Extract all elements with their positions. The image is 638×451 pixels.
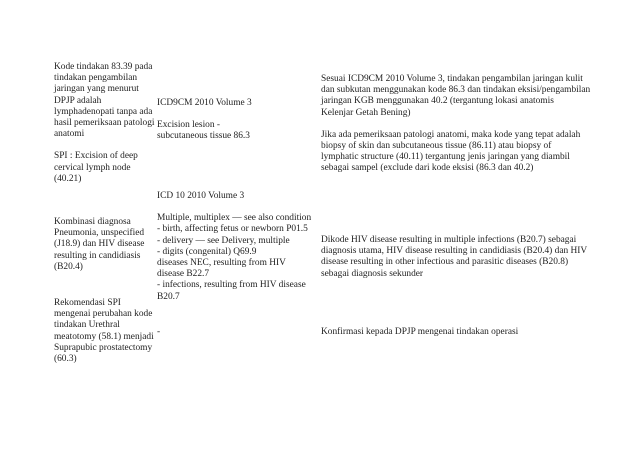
text-line: Excision lesion - xyxy=(157,120,221,131)
row1-col3 xyxy=(321,74,591,175)
text-line: Pneumonia, unspecified xyxy=(54,228,145,239)
text-line: jaringan KGB menggunakan 40.2 (tergantung lokasi anatomis xyxy=(321,96,554,107)
text-line: (B20.4) xyxy=(54,261,83,272)
text-line: tindakan pengambilan xyxy=(54,73,138,84)
text-line: Kode tindakan 83.39 pada xyxy=(54,62,153,72)
text-line xyxy=(54,140,152,151)
text-line: (40.21) xyxy=(54,173,82,184)
text-line: B20.7 xyxy=(157,291,180,302)
text-line: diagnosis utama, HIV disease resulting in candidiasis (B20.4) dan HIV xyxy=(321,246,588,257)
text-line: biopsy of skin dan subcutaneous tissue (86.11) atau biopsy of xyxy=(321,141,552,152)
text-line: - xyxy=(157,327,161,337)
text-line: disease resulting in other infectious and parasitic diseases (B20.8) xyxy=(321,257,569,268)
text-line: Kelenjar Getah Bening) xyxy=(321,107,411,118)
text-line: ICD9CM 2010 Volume 3 xyxy=(157,98,252,108)
row1-col1 xyxy=(54,62,155,185)
row2-col3 xyxy=(321,235,591,280)
text-line: Sesuai ICD9CM 2010 Volume 3, tindakan pengambilan jaringan kulit xyxy=(321,74,583,84)
row3-col3 xyxy=(321,327,591,338)
text-line: sebagai diagnosis sekunder xyxy=(321,268,424,279)
row1-col2 xyxy=(157,98,307,143)
text-line: cervical lymph node xyxy=(54,162,131,173)
text-line: DPJP adalah xyxy=(54,95,102,106)
text-line: diseases NEC, resulting from HIV xyxy=(157,258,286,269)
text-line: Jika ada pemeriksaan patologi anatomi, maka kode yang tepat adalah xyxy=(321,129,581,140)
text-line: lymphatic structure (40.11) tergantung jenis jaringan yang diambil xyxy=(321,152,570,163)
row3-col1 xyxy=(54,298,152,365)
text-line: anatomi xyxy=(54,129,85,140)
text-line: Multiple, multiplex — see also condition xyxy=(157,213,312,224)
text-line: meatotomy (58.1) menjadi xyxy=(54,331,154,342)
text-line: sebagai sampel (exclude dari kode eksisi (86.3 dan 40.2) xyxy=(321,163,534,174)
text-line: - infections, resulting from HIV disease xyxy=(157,280,306,291)
text-line: Kombinasi diagnosa xyxy=(54,217,131,227)
text-line: Konfirmasi kepada DPJP mengenai tindakan operasi xyxy=(321,327,519,337)
text-line: - delivery — see Delivery, multiple xyxy=(157,235,290,246)
text-line: resulting in candidiasis xyxy=(54,250,141,261)
text-line: tindakan Urethral xyxy=(54,320,120,331)
text-line: mengenai perubahan kode xyxy=(54,309,153,320)
text-line: jaringan yang menurut xyxy=(54,84,139,95)
text-line xyxy=(157,109,307,120)
text-line: hasil pemeriksaan patologi xyxy=(54,118,155,129)
text-line: (60.3) xyxy=(54,354,77,365)
row2-col1 xyxy=(54,217,152,273)
row3-col2 xyxy=(157,327,307,338)
text-line: subcutaneous tissue 86.3 xyxy=(157,131,250,142)
row2-col2 xyxy=(157,191,312,303)
text-line: (J18.9) dan HIV disease xyxy=(54,239,145,250)
text-line: Dikode HIV disease resulting in multiple infections (B20.7) sebagai xyxy=(321,235,577,245)
text-line: Rekomendasi SPI xyxy=(54,298,121,308)
text-line: Suprapubic prostatectomy xyxy=(54,342,153,353)
text-line xyxy=(157,202,312,213)
text-line: disease B22.7 xyxy=(157,269,210,280)
text-line: - birth, affecting fetus or newborn P01.5 xyxy=(157,224,308,235)
text-line: dan subkutan menggunakan kode 86.3 dan tindakan eksisi/pengambilan xyxy=(321,85,591,96)
text-line xyxy=(321,119,591,130)
text-line: SPI : Excision of deep xyxy=(54,151,138,162)
text-line: - digits (congenital) Q69.9 xyxy=(157,246,257,257)
text-line: ICD 10 2010 Volume 3 xyxy=(157,191,245,201)
text-line: lymphadenopati tanpa ada xyxy=(54,106,153,117)
